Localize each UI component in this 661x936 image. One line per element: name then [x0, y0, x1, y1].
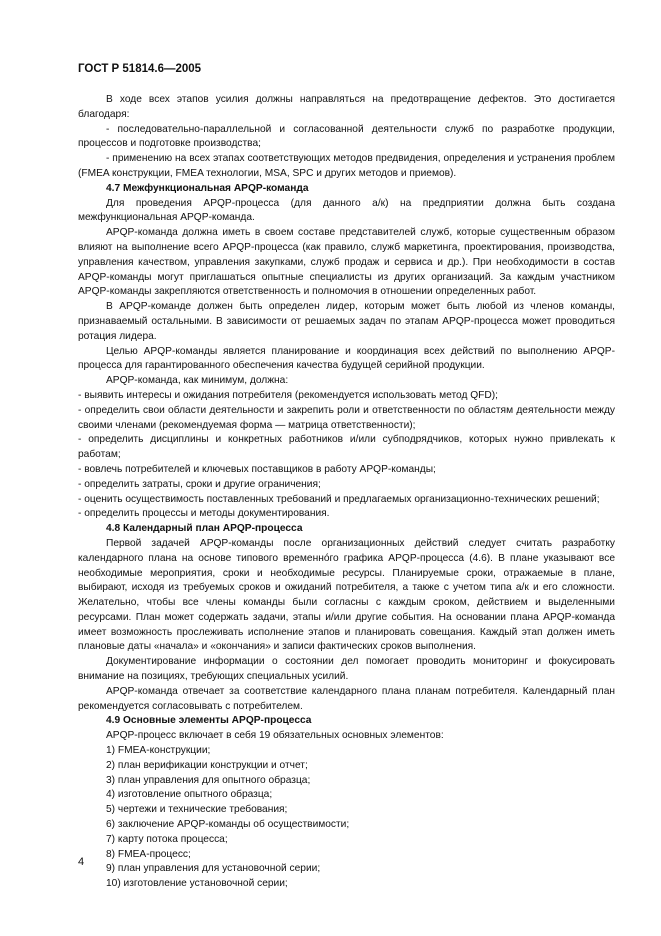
list-item: 9) план управления для установочной серии;: [106, 863, 321, 875]
list-item: 8) FMEA-процесс;: [106, 848, 191, 860]
section-heading-4-7: 4.7 Межфункциональная APQP-команда: [106, 182, 309, 194]
list-item: 4) изготовление опытного образца;: [106, 789, 273, 801]
duty-item: - определить процессы и методы документирования.: [78, 508, 330, 520]
list-item: 1) FMEA-конструкции;: [106, 745, 211, 757]
duty-item: - определить дисциплины и конкретных работников и/или субподрядчиков, которых нужно привлекать к работам;: [78, 434, 615, 461]
paragraph: В APQP-команде должен быть определен лидер, которым может быть любой из членов команды, признаваемый остальными. В зависимости от решаемых задач по этапам APQP-процесса может проводиться ротация лидера.: [78, 301, 615, 342]
list-item: 7) карту потока процесса;: [106, 833, 228, 845]
list-item: 10) изготовление установочной серии;: [106, 878, 288, 890]
duty-item: - выявить интересы и ожидания потребителя (рекомендуется использовать метод QFD);: [78, 389, 498, 401]
intro-bullet: - последовательно-параллельной и согласованной деятельности служб по разработке продукции, процессов и подготовке производства;: [78, 123, 615, 150]
intro-bullet: - применению на всех этапах соответствующих методов предвидения, определения и устранения проблем (FMEA конструкции, FMEA технологии, MSA, SPC и других методов и приемов).: [78, 153, 615, 179]
duty-item: - оценить осуществимость поставленных требований и предлагаемых организационно-технических решений;: [78, 493, 600, 505]
paragraph: Первой задачей APQP-команды после организационных действий следует считать разработку календарного плана на основе типового временно́го графика APQP-процесса (4.6). В плане указывают все необходимые мероприятия, сроки и необходимые ресурсы. Планируемые сроки, отражаемые в плане, выбирают, исходя из требуемых сроков и ожиданий потребителя, а также с учетом типа а/к и его сложности. Желательно, чтобы все члены команды были согласны с каждым сроком, действием и выделенными ресурсами. План может содержать задачи, этапы и/или другие события. На основании плана APQP-команда имеет возможность прослеживать исполнение этапов и планировать совещания. Каждый этап должен иметь плановые даты «начала» и «окончания» и записи фактических сроков выполнения.: [78, 537, 615, 653]
paragraph: APQP-процесс включает в себя 19 обязательных основных элементов:: [106, 730, 444, 742]
list-item: 3) план управления для опытного образца;: [106, 774, 311, 786]
paragraph: Для проведения APQP-процесса (для данного а/к) на предприятии должна быть создана межфункциональная APQP-команда.: [78, 197, 615, 224]
duty-item: - вовлечь потребителей и ключевых поставщиков в работу APQP-команды;: [78, 463, 436, 475]
document-header: ГОСТ Р 51814.6—2005: [78, 63, 202, 75]
paragraph: Документирование информации о состоянии дел помогает проводить мониторинг и фокусировать внимание на позициях, требующих специальных усилий.: [78, 656, 615, 683]
paragraph: APQP-команда должна иметь в своем составе представителей служб, которые существенным образом влияют на выполнение всего APQP-процесса (как правило, служб маркетинга, проектирования, производства, управления качеством, управления закупками, служб продаж и сервиса и др.). При необходимости в состав APQP-команды могут приглашаться опытные специалисты из других организаций. За каждым участником APQP-команды закрепляются ответственность и полномочия в отношении определенных работ.: [78, 227, 615, 298]
paragraph: APQP-команда отвечает за соответствие календарного плана планам потребителя. Календарный план рекомендуется согласовывать с потребителем.: [78, 685, 615, 712]
section-heading-4-8: 4.8 Календарный план APQP-процесса: [106, 523, 303, 535]
page-number: 4: [78, 856, 85, 868]
document-body: [78, 93, 615, 892]
paragraph: APQP-команда, как минимум, должна:: [106, 375, 289, 387]
paragraph: Целью APQP-команды является планирование и координация всех действий по выполнению APQP-процесса для гарантированного обеспечения качества будущей серийной продукции.: [78, 345, 615, 372]
duty-item: - определить свои области деятельности и закрепить роли и ответственности по областям деятельности между своими членами (рекомендуемая форма — матрица ответственности);: [78, 404, 615, 431]
list-item: 2) план верификации конструкции и отчет;: [106, 759, 308, 771]
list-item: 6) заключение APQP-команды об осуществимости;: [106, 819, 350, 831]
list-item: 5) чертежи и технические требования;: [106, 804, 288, 816]
intro-paragraph: В ходе всех этапов усилия должны направляться на предотвращение дефектов. Это достигается благодаря:: [78, 94, 615, 120]
section-heading-4-9: 4.9 Основные элементы APQP-процесса: [106, 715, 312, 727]
duty-item: - определить затраты, сроки и другие ограничения;: [78, 478, 321, 490]
